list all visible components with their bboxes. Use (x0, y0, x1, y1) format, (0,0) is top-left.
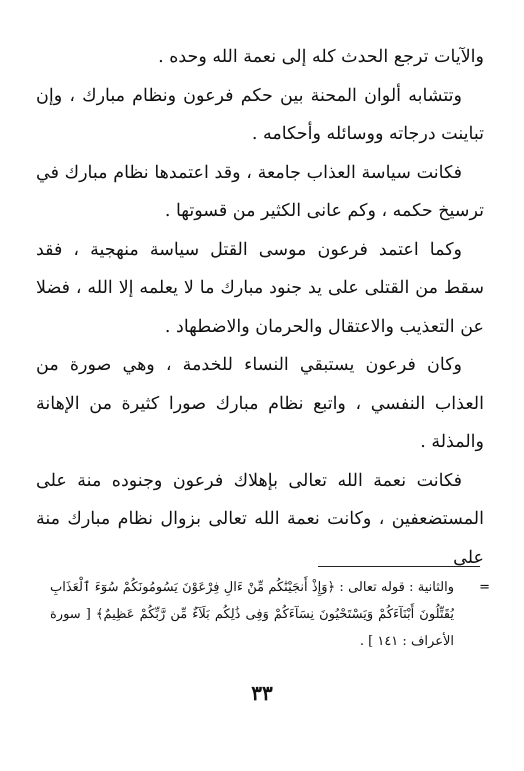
footnote-divider (318, 566, 480, 567)
paragraph: فكانت نعمة الله تعالى بإهلاك فرعون وجنوده منة على المستضعفين ، وكانت نعمة الله تعالى بزوال نظام مبارك منة على (36, 470, 484, 568)
footnote (50, 574, 490, 655)
paragraph: وكان فرعون يستبقي النساء للخدمة ، وهي صورة من العذاب النفسي ، واتبع نظام مبارك صورا كثيرة من الإهانة والمذلة . (36, 355, 484, 452)
paragraph: والآيات ترجع الحدث كله إلى نعمة الله وحده . (158, 47, 484, 67)
page-number: ٣٣ (251, 681, 273, 705)
paragraph: وكما اعتمد فرعون موسى القتل سياسة منهجية ، فقد سقط من القتلى على يد جنود مبارك ما لا يعلمه إلا الله ، فضلا عن التعذيب والاعتقال والحرمان والاضطهاد . (36, 239, 484, 337)
footnote-continuation-mark: = (479, 580, 490, 595)
footnote-text: والثانية : قوله تعالى : ﴿وَإِذْ أَنجَيْنَٰكُم مِّنْ ءَالِ فِرْعَوْنَ يَسُومُونَكُمْ سُوٓءَ ٱلْعَذَابِ يُقَتِّلُونَ أَبْنَآءَكُمْ وَيَسْتَحْيُونَ نِسَآءَكُمْ وَفِى ذَٰلِكُم بَلَآءٌ مِّن رَّبِّكُمْ عَظِيمٌ﴾ [ سورة الأعراف : ١٤١ ] . (50, 580, 454, 649)
body-text (36, 38, 484, 577)
paragraph: وتتشابه ألوان المحنة بين حكم فرعون ونظام مبارك ، وإن تباينت درجاته ووسائله وأحكامه . (36, 85, 484, 144)
paragraph: فكانت سياسة العذاب جامعة ، وقد اعتمدها نظام مبارك في ترسيخ حكمه ، وكم عانى الكثير من قسوتها . (36, 162, 484, 221)
